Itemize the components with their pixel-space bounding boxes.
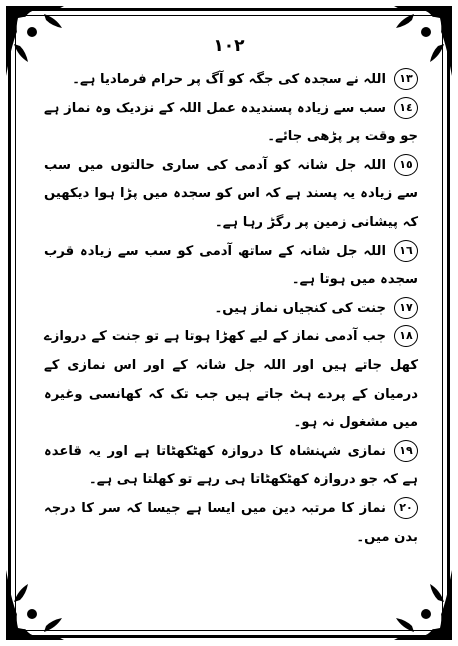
item-number-badge: ١٤ [394,97,418,119]
item-text: نمازی شہنشاہ کا دروازہ کھٹکھٹاتا ہے اور یہ قاعدہ ہے کہ جو دروازہ کھٹکھٹاتا ہی رہے تو کھلتا ہی ہے۔ [44,443,418,488]
item-text: سب سے زیادہ پسندیدہ عمل اللہ کے نزدیک وہ نماز ہے جو وقت پر پڑھی جائے۔ [44,100,418,145]
item-text: جب آدمی نماز کے لیے کھڑا ہوتا ہے تو جنت کے دروازے کھل جاتے ہیں اور اللہ جل شانہ کے اور اس نمازی کے درمیان کے پردے ہٹ جاتے ہیں جب تک کہ کھانسی وغیرہ میں مشغول نہ ہو۔ [44,329,418,431]
item-number-badge: ١٨ [394,325,418,347]
list-item [44,95,418,152]
item-text: جنت کی کنجیاں نماز ہیں۔ [214,300,386,316]
item-text: اللہ نے سجدہ کی جگہ کو آگ پر حرام فرمادیا ہے۔ [72,72,386,87]
hadith-list [44,66,418,552]
list-item [44,66,418,95]
list-item [44,323,418,437]
item-text: نماز کا مرتبہ دین میں ایسا ہے جیسا کہ سر کا درجہ بدن میں۔ [44,500,418,545]
list-item [44,438,418,495]
item-number-badge: ٢٠ [394,497,418,519]
page-number: ١٠٢ [213,36,245,56]
item-number-badge: ١٧ [394,297,418,319]
item-text: اللہ جل شانہ کے ساتھ آدمی کو سب سے زیادہ قرب سجدہ میں ہوتا ہے۔ [44,243,418,288]
list-item [44,152,418,238]
item-number-badge: ١٥ [394,154,418,176]
list-item [44,295,418,324]
item-number-badge: ١٣ [394,68,418,90]
corner-ornament-icon [4,568,78,642]
list-item [44,495,418,552]
item-number-badge: ١٩ [394,440,418,462]
item-text: اللہ جل شانہ کو آدمی کی ساری حالتوں میں سب سے زیادہ یہ پسند ہے کہ اس کو سجدہ میں پڑا ہوا دیکھیں کہ پیشانی زمین پر رگڑ رہا ہے۔ [44,157,418,230]
list-item [44,238,418,295]
corner-ornament-icon [380,568,454,642]
item-number-badge: ١٦ [394,240,418,262]
